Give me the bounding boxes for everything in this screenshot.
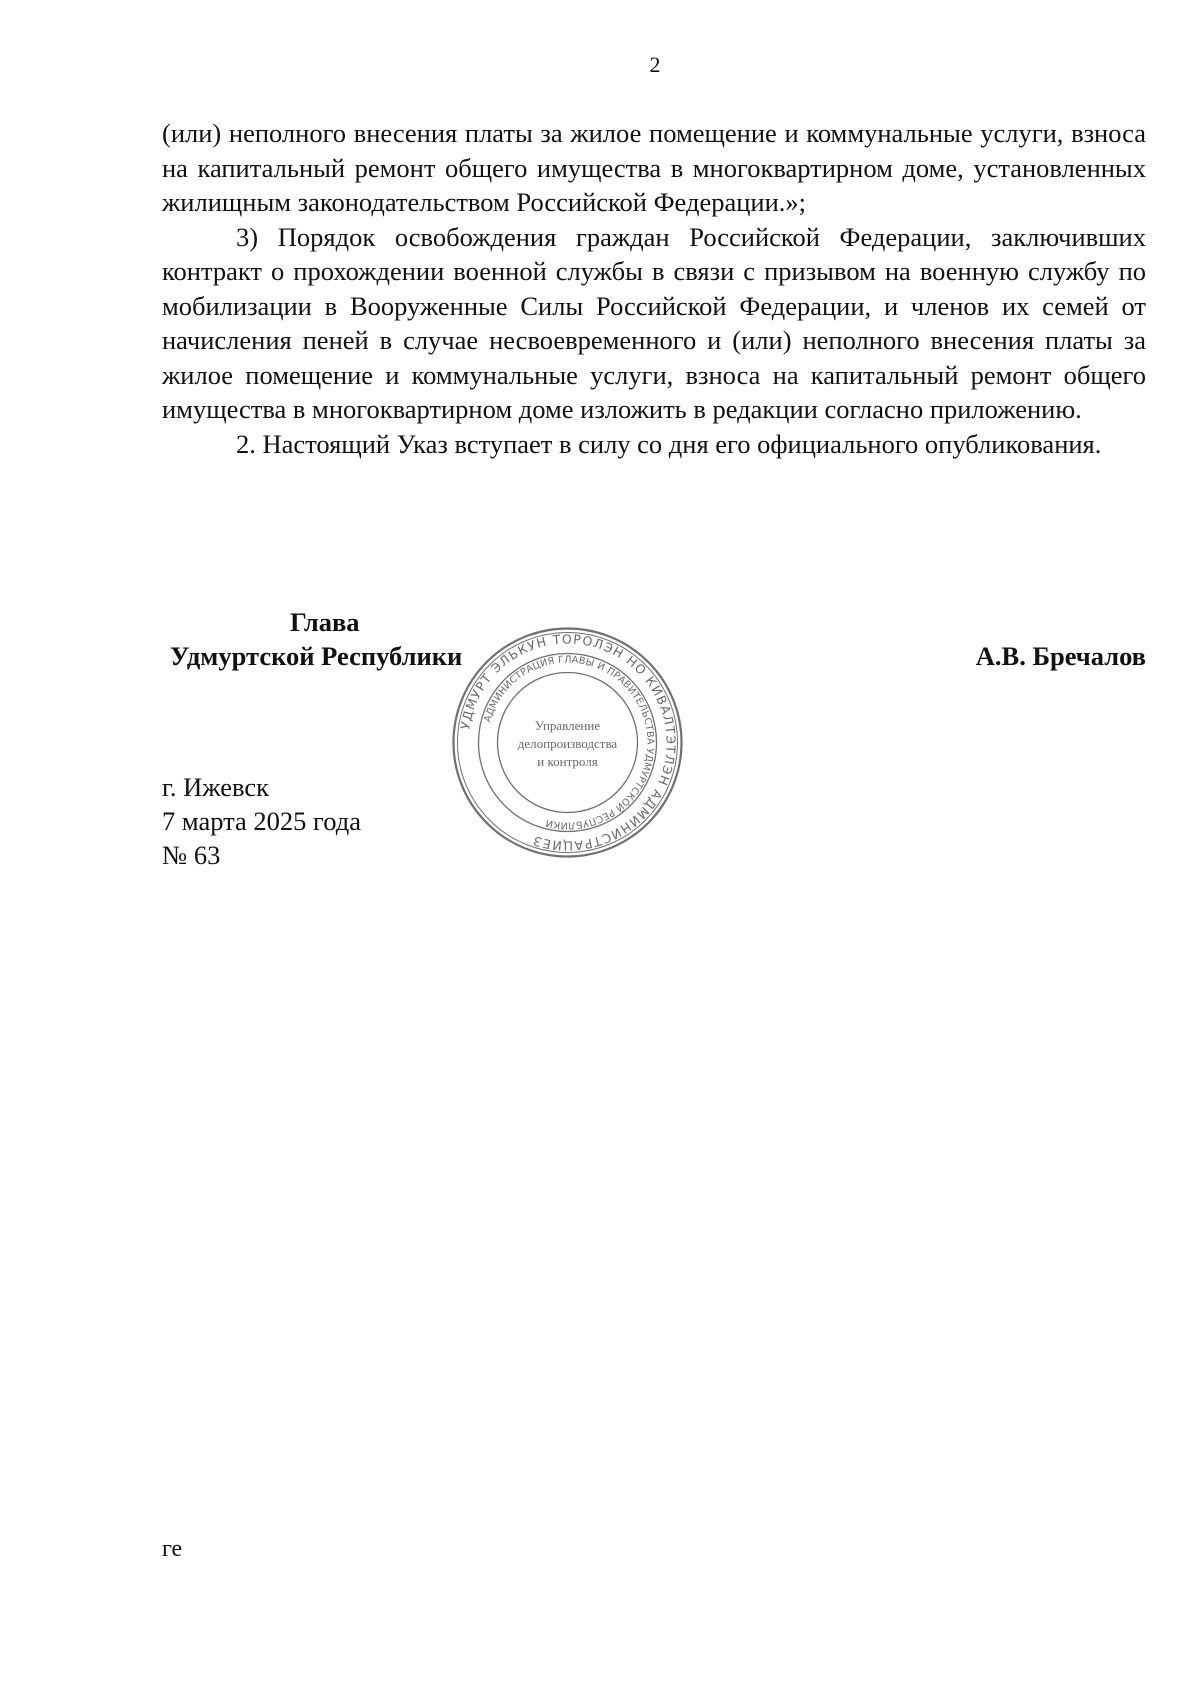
stamp-outer-ring-text: УДМУРТ ЭЛЬКУН ТОРОЛЭН НО КИВАЛТЭТЛЭН АДМИНИСТРАЦИЕЗ [457,631,679,854]
paragraph-item-2: 2. Настоящий Указ вступает в силу со дня его официального опубликования. [236,428,1102,459]
signature-title-line2: Удмуртской Республики [170,641,463,671]
footer-initials: ге [162,1536,183,1562]
place-date-block [162,770,361,872]
signatory-name: А.В. Бречалов [975,641,1146,671]
official-seal-stamp [450,625,685,860]
document-city: г. Ижевск [162,772,269,802]
stamp-center-line2: делопроизводства [517,736,618,751]
stamp-center-line1: Управление [534,718,601,733]
stamp-inner-ring-text: АДМИНИСТРАЦИЯ ГЛАВЫ И ПРАВИТЕЛЬСТВА УДМУРТСКОЙ РЕСПУБЛИКИ [482,654,656,831]
document-date: 7 марта 2025 года [162,806,361,836]
document-number: № 63 [162,840,221,870]
document-body [162,116,1146,461]
paragraph-continuation: (или) неполного внесения платы за жилое помещение и коммунальные услуги, взноса на капитальный ремонт общего имущества в многоквартирном доме, установленных жилищным законодательством Российской Федерации.»; [162,118,1146,217]
signature-title-line1: Глава [290,607,360,637]
paragraph-item-3: 3) Порядок освобождения граждан Российской Федерации, заключивших контракт о прохождении военной службы в связи с призывом на военную службу по мобилизации в Вооруженные Силы Российской Федерации, и членов их семей от начисления пеней в случае несвоевременного и (или) неполного внесения платы за жилое помещение и коммунальные услуги, взноса на капитальный ремонт общего имущества в многоквартирном доме изложить в редакции согласно приложению. [162,221,1146,424]
page-number: 2 [649,52,661,77]
stamp-center-line3: и контроля [537,754,598,769]
